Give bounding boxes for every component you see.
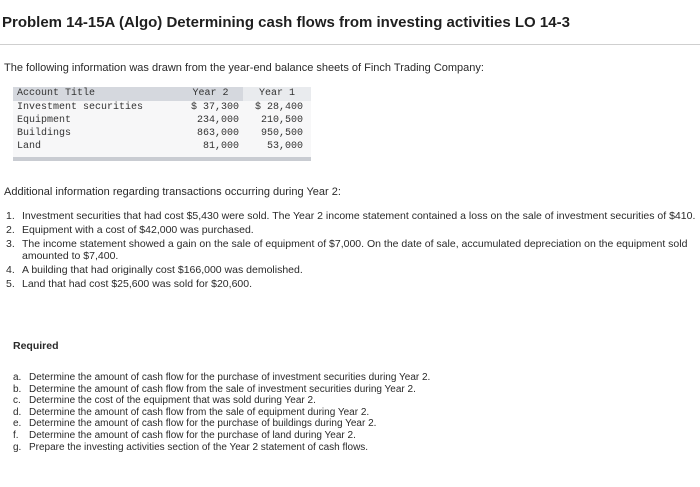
req-text: Determine the amount of cash flow for the purchase of land during Year 2. (29, 429, 356, 441)
item-text: Land that had cost $25,600 was sold for $20,600. (22, 278, 253, 290)
req-text: Determine the cost of the equipment that was sold during Year 2. (29, 395, 316, 407)
list-item (6, 224, 696, 236)
item-number: 5. (6, 278, 15, 290)
table-header (13, 87, 311, 101)
item-number: 1. (6, 210, 15, 222)
header-year-2: Year 2 (192, 88, 229, 99)
list-item (6, 264, 696, 276)
row-year-2: 863,000 (196, 128, 239, 139)
req-letter: g. (13, 441, 22, 453)
table-row (13, 114, 311, 127)
req-letter: c. (13, 395, 21, 407)
row-year-2: 234,000 (196, 115, 239, 126)
item-number: 3. (6, 238, 15, 250)
problem-title: Problem 14-15A (Algo) Determining cash flows from investing activities LO 14-3 (2, 14, 570, 31)
list-item (13, 418, 533, 430)
req-letter: a. (13, 372, 22, 383)
list-item (13, 372, 533, 384)
table-row (13, 140, 311, 153)
req-text: Determine the amount of cash flow for the purchase of investment securities during Year 2. (29, 372, 431, 383)
table-body (13, 101, 311, 157)
item-text: Equipment with a cost of $42,000 was purchased. (22, 224, 254, 236)
row-account: Equipment (17, 115, 72, 126)
list-item (13, 395, 533, 407)
table-row (13, 127, 311, 140)
list-item (13, 407, 533, 419)
row-year-1: 210,500 (260, 115, 303, 126)
row-account: Investment securities (17, 102, 144, 113)
req-letter: e. (13, 418, 22, 430)
intro-text: The following information was drawn from the year-end balance sheets of Finch Trading Company: (4, 62, 484, 74)
table-row (13, 101, 311, 114)
list-item (13, 384, 533, 396)
list-item (6, 238, 696, 262)
required-list (13, 372, 533, 453)
row-year-2: $ 37,300 (190, 102, 239, 113)
header-account-title: Account Title (17, 88, 96, 99)
row-account: Land (17, 141, 42, 152)
header-year-1: Year 1 (243, 87, 311, 101)
required-heading: Required (13, 340, 59, 352)
item-text: Investment securities that had cost $5,430 were sold. The Year 2 income statement contained a loss on the sale of investment securities of $410. (22, 210, 696, 222)
additional-info-heading: Additional information regarding transactions occurring during Year 2: (4, 186, 341, 198)
req-letter: d. (13, 406, 22, 418)
item-number: 2. (6, 224, 15, 236)
req-text: Determine the amount of cash flow from the sale of equipment during Year 2. (29, 406, 370, 418)
req-text: Determine the amount of cash flow for the purchase of buildings during Year 2. (29, 418, 377, 430)
list-item (6, 210, 696, 222)
additional-info-list (6, 210, 696, 292)
item-number: 4. (6, 264, 15, 276)
title-divider (0, 44, 700, 45)
req-text: Determine the amount of cash flow from the sale of investment securities during Year 2. (29, 383, 416, 395)
req-letter: f. (13, 429, 19, 441)
table-bottom-rule (13, 157, 311, 161)
list-item (13, 442, 533, 454)
row-year-1: $ 28,400 (254, 102, 303, 113)
row-year-1: 950,500 (260, 128, 303, 139)
req-letter: b. (13, 383, 22, 395)
list-item (13, 430, 533, 442)
row-year-2: 81,000 (202, 141, 239, 152)
row-year-1: 53,000 (266, 141, 303, 152)
req-text: Prepare the investing activities section of the Year 2 statement of cash flows. (29, 441, 369, 453)
item-text: A building that had originally cost $166,000 was demolished. (22, 264, 303, 276)
list-item (6, 278, 696, 290)
balance-sheet-table (13, 87, 311, 161)
item-text: The income statement showed a gain on the sale of equipment of $7,000. On the date of sale, accumulated depreciation on the equipment sold amounted to $7,400. (22, 238, 688, 262)
row-account: Buildings (17, 128, 72, 139)
